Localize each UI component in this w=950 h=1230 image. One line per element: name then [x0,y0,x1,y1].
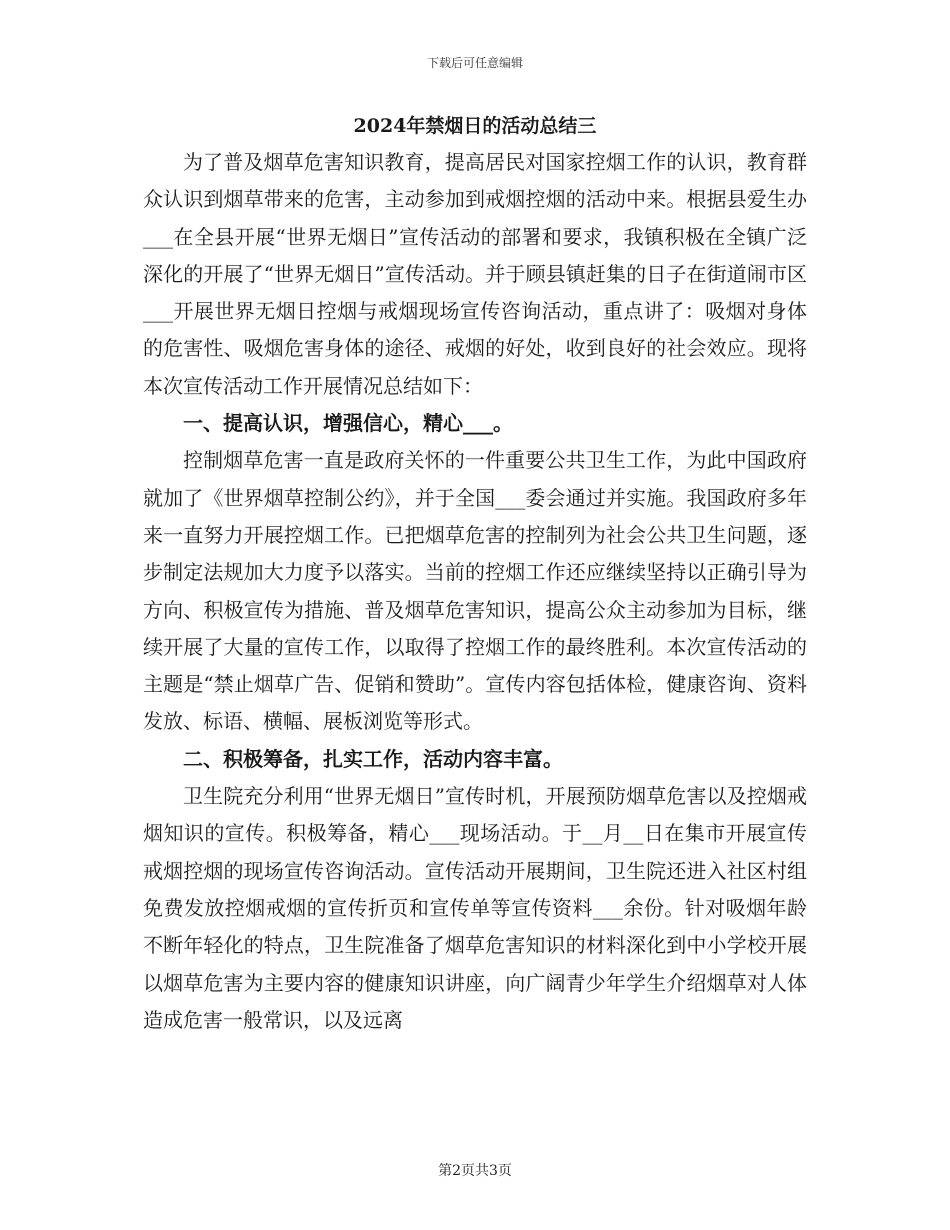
paragraph-section-1: 控制烟草危害一直是政府关怀的一件重要公共卫生工作，为此中国政府就加了《世界烟草控制公约》，并于全国___委会通过并实施。我国政府多年来一直努力开展控烟工作。已把烟草危害的控制列为社会公共卫生问题，逐步制定法规加大力度予以落实。当前的控烟工作还应继续坚持以正确引导为方向、积极宣传为措施、普及烟草危害知识，提高公众主动参加为目标，继续开展了大量的宣传工作，以取得了控烟工作的最终胜利。本次宣传活动的主题是“禁止烟草广告、促销和赞助”。宣传内容包括体检，健康咨询、资料发放、标语、横幅、展板浏览等形式。 [143,448,807,734]
section-heading-2: 二、积极筹备，扎实工作，活动内容丰富。 [183,746,563,771]
paragraph-section-2: 卫生院充分利用“世界无烟日”宣传时机，开展预防烟草危害以及控烟戒烟知识的宣传。积极筹备，精心___现场活动。于__月__日在集市开展宣传戒烟控烟的现场宣传咨询活动。宣传活动开展期间，卫生院还进入社区村组免费发放控烟戒烟的宣传折页和宣传单等宣传资料___余份。针对吸烟年龄不断年轻化的特点，卫生院准备了烟草危害知识的材料深化到中小学校开展以烟草危害为主要内容的健康知识讲座，向广阔青少年学生介绍烟草对人体造成危害一般常识，以及远离 [143,784,807,1032]
page-indicator: 第2页共3页 [438,1163,512,1179]
paragraph-intro: 为了普及烟草危害知识教育，提高居民对国家控烟工作的认识，教育群众认识到烟草带来的危害，主动参加到戒烟控烟的活动中来。根据县爱生办___在全县开展“世界无烟日”宣传活动的部署和要求，我镇积极在全镇广泛深化的开展了“世界无烟日”宣传活动。并于顾县镇赶集的日子在街道闹市区___开展世界无烟日控烟与戒烟现场宣传咨询活动，重点讲了：吸烟对身体的危害性、吸烟危害身体的途径、戒烟的好处，收到良好的社会效应。现将本次宣传活动工作开展情况总结如下： [143,150,807,398]
header-note: 下载后可任意编辑 [426,56,523,70]
document-title: 2024年禁烟日的活动总结三 [353,115,597,137]
section-heading-1: 一、提高认识，增强信心，精心___。 [183,411,513,436]
document-body [143,108,807,1039]
